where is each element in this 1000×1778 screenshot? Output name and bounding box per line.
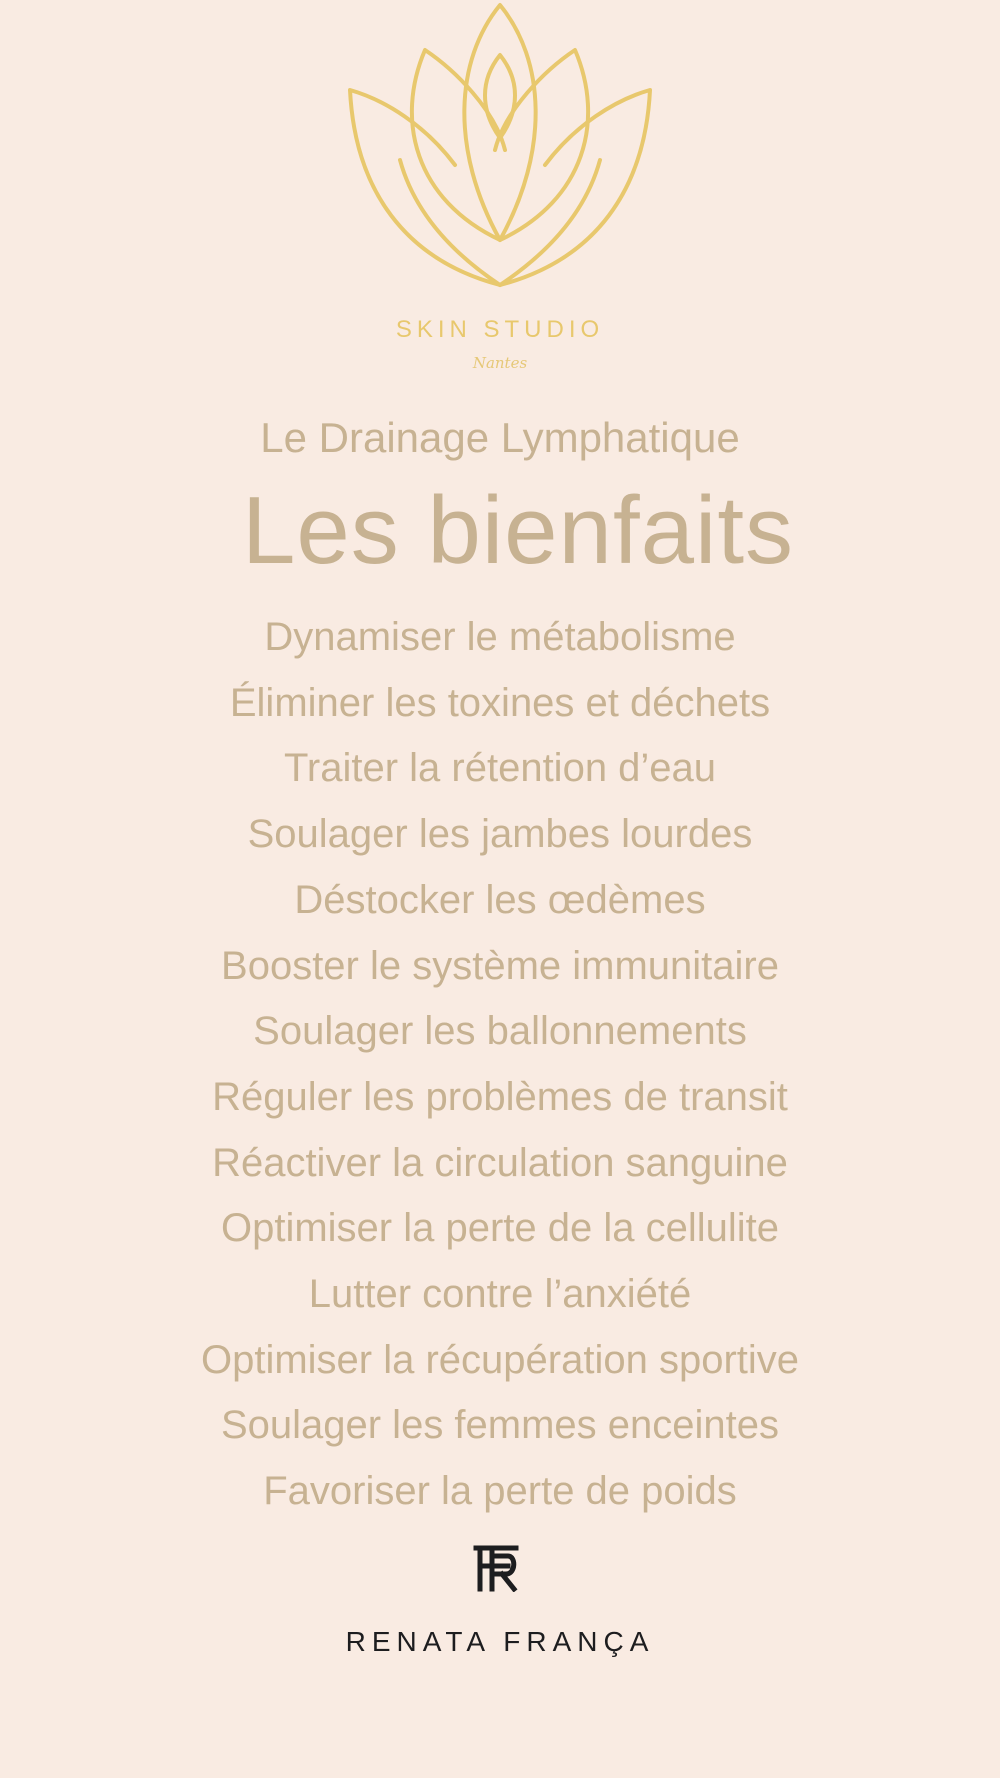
benefit-item: Optimiser la perte de la cellulite: [220, 1206, 780, 1251]
benefit-item: Soulager les ballonnements: [253, 1009, 747, 1054]
benefit-item: Lutter contre l’anxiété: [308, 1272, 692, 1317]
benefit-item: Éliminer les toxines et déchets: [229, 680, 771, 725]
benefit-item: Soulager les femmes enceintes: [220, 1403, 780, 1448]
benefit-item: Déstocker les œdèmes: [294, 877, 706, 922]
brand-name: SKIN STUDIO: [395, 316, 605, 343]
benefit-item: Soulager les jambes lourdes: [247, 812, 753, 857]
benefit-item: Traiter la rétention d’eau: [283, 746, 717, 791]
benefit-item: Favoriser la perte de poids: [263, 1469, 737, 1514]
benefit-item: Optimiser la récupération sportive: [200, 1337, 800, 1382]
footer-brand: RENATA FRANÇA: [345, 1626, 655, 1657]
benefit-item: Réguler les problèmes de transit: [212, 1074, 788, 1119]
benefit-item: Dynamiser le métabolisme: [264, 615, 736, 659]
brand-city: Nantes: [472, 354, 528, 372]
benefit-item: Booster le système immunitaire: [221, 943, 779, 988]
rf-monogram-icon: [472, 1544, 522, 1592]
page-subtitle: Le Drainage Lymphatique: [260, 414, 740, 461]
lotus-icon: [345, 0, 655, 290]
benefit-item: Réactiver la circulation sanguine: [212, 1140, 788, 1185]
page-title: Les bienfaits: [241, 477, 794, 584]
benefits-list: [0, 605, 1000, 1525]
